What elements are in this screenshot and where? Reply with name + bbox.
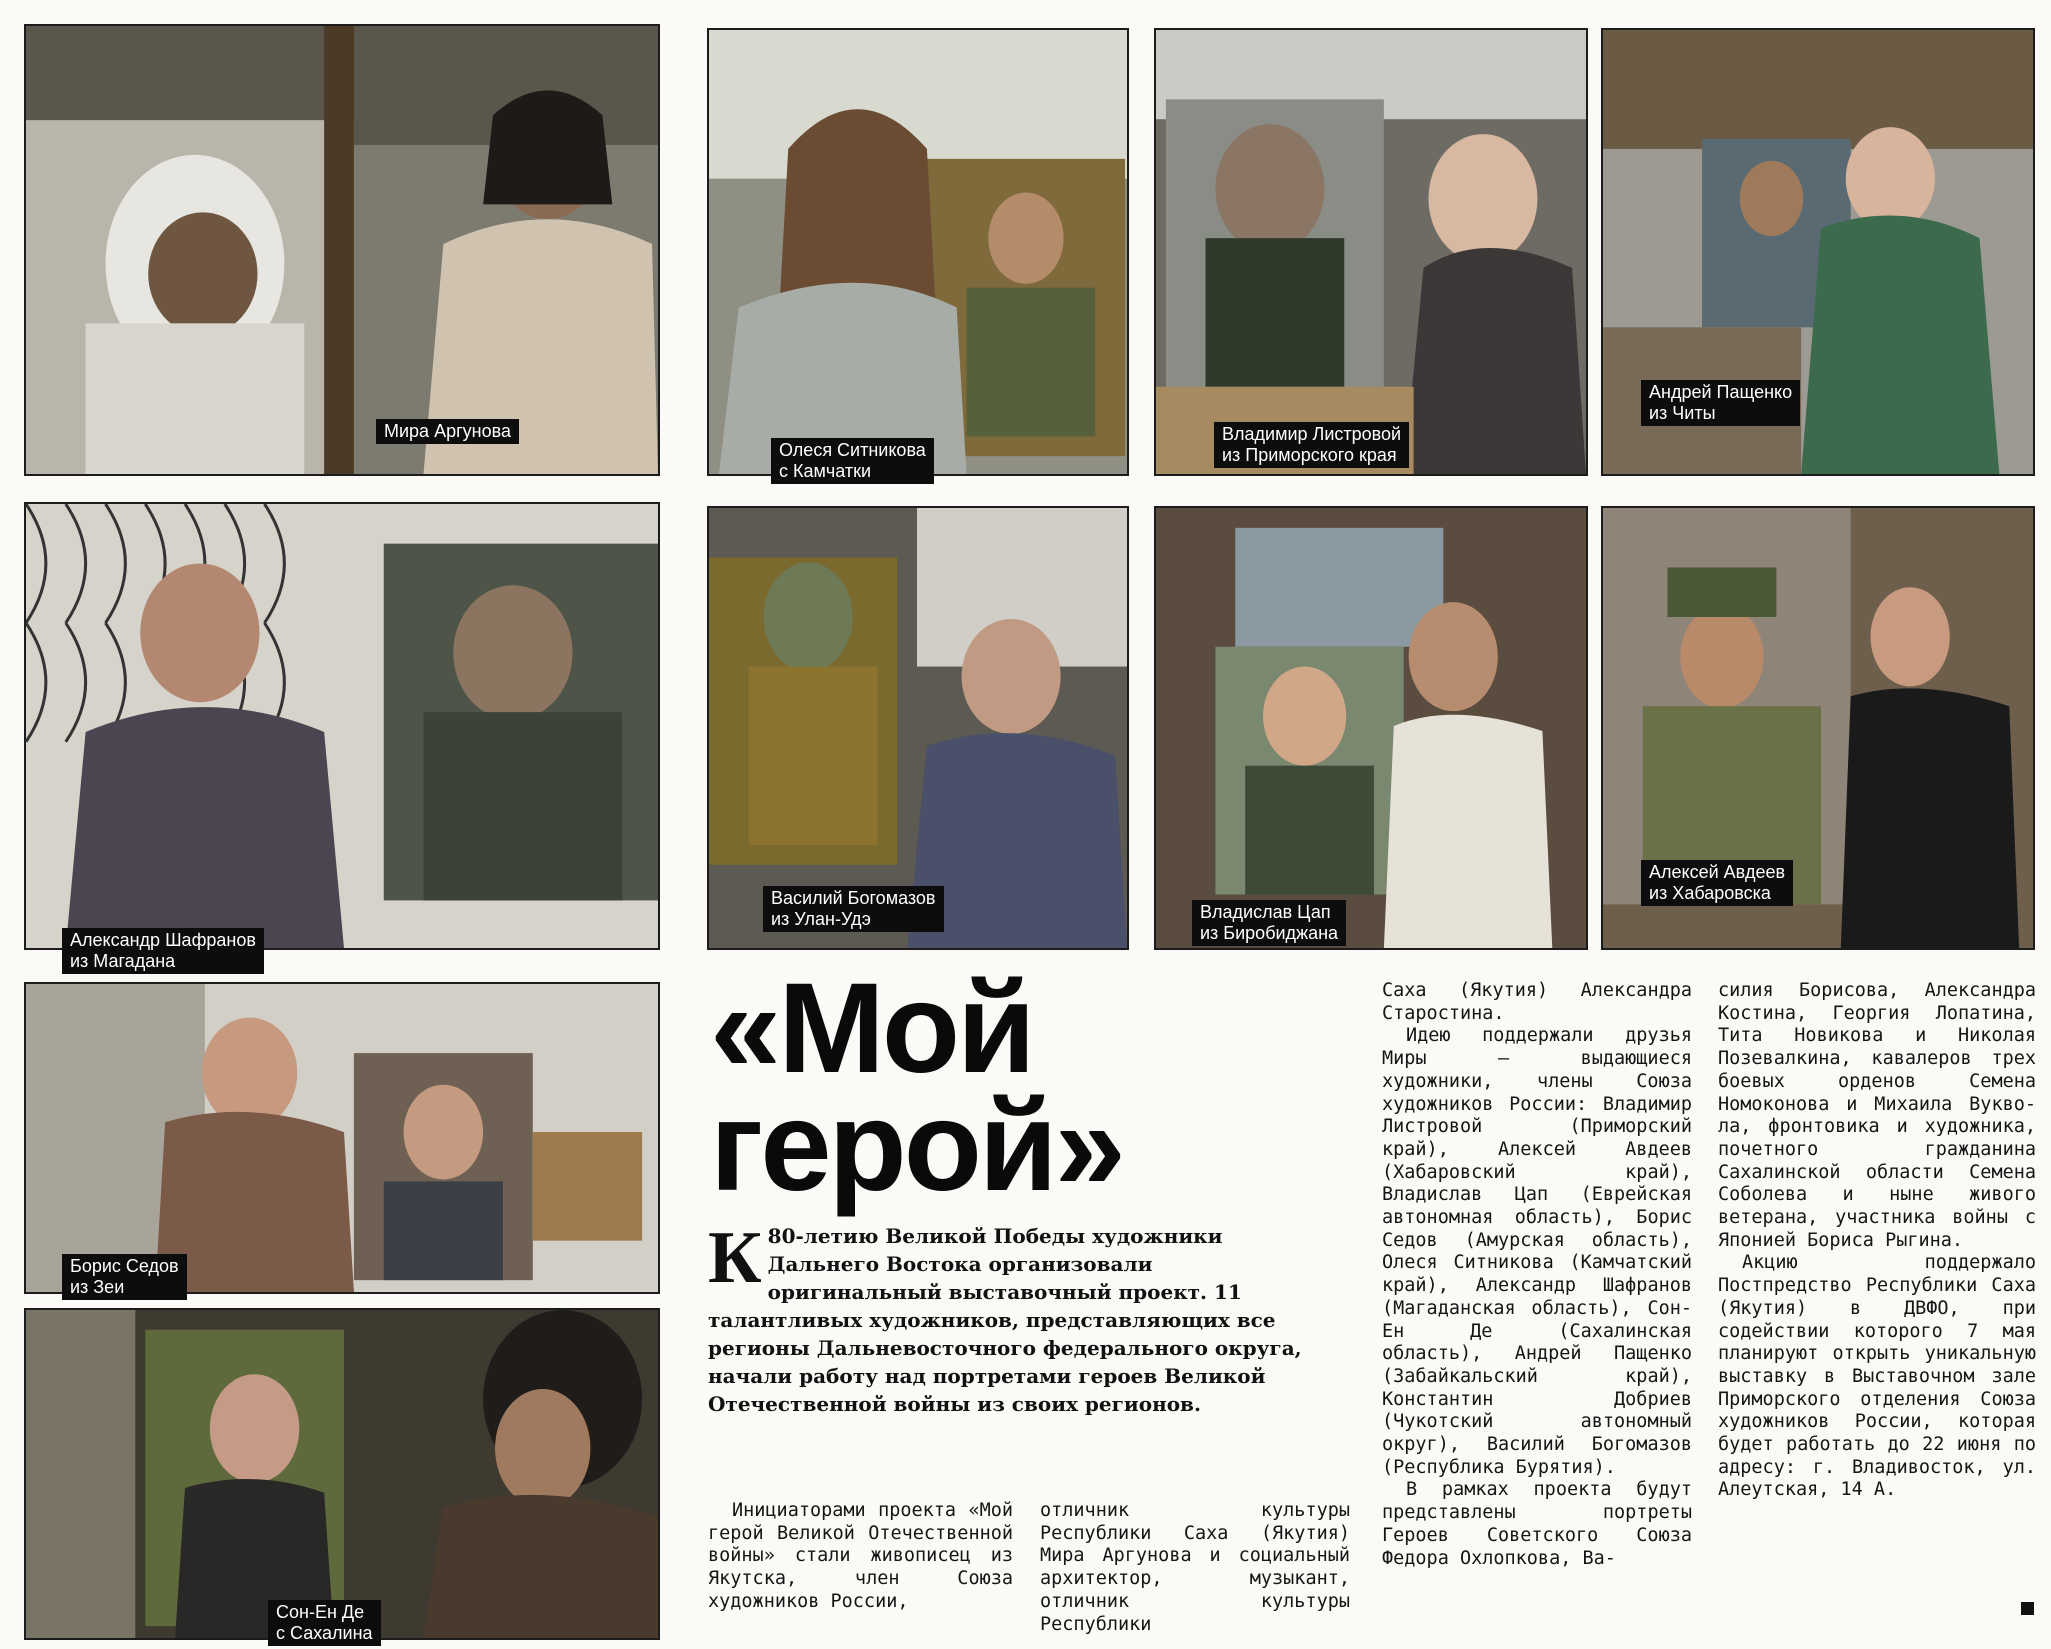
photo-vasiliy-bogomazov — [707, 506, 1129, 950]
photo-olesya-sitnikova — [707, 28, 1129, 481]
caption-line: из Читы — [1649, 403, 1716, 423]
headline-line: герой» — [710, 1075, 1123, 1218]
end-of-article-square — [2021, 1602, 2034, 1615]
photo-caption — [376, 419, 519, 444]
drop-cap: К — [708, 1217, 762, 1299]
photo-vladimir-listrovoy — [1154, 28, 1588, 476]
caption-line: с Сахалина — [276, 1623, 373, 1643]
caption-line: Борис Седов — [70, 1256, 179, 1276]
photo-andrey-pashchenko — [1601, 28, 2035, 476]
paragraph: Идею поддержали друзья Миры — выдающиеся художники, члены Союза художников России: Владимир Листровой (Приморский край), Алексей Авдеев (Хабаровский край), Владислав Цап (Еврейская автономная область), Борис Седов (Амурская область), Олеся Ситникова (Камчатский край), Александр Шафранов (Магаданская область), Сон-Ен Де (Сахалинская область), Андрей Пащенко (Забайкальский край), Константин Добриев (Чукотский автономный округ), Василий Богомазов (Республика Бурятия). — [1382, 1025, 1692, 1478]
caption-line: из Биробиджана — [1200, 923, 1339, 943]
photo-aleksey-avdeev — [1601, 506, 2035, 950]
photo-image — [26, 1310, 658, 1638]
headline-line: «Мой — [710, 957, 1033, 1100]
photo-boris-sedov — [24, 982, 660, 1297]
photo-image — [1156, 508, 1586, 948]
caption-line: Алексей Авдеев — [1649, 862, 1786, 882]
photo-caption — [1641, 860, 1793, 906]
caption-line: из Магадана — [70, 951, 176, 971]
photo-caption — [763, 886, 944, 932]
article-column-1 — [708, 1500, 1013, 1614]
photo-caption — [1192, 900, 1346, 946]
photo-caption — [62, 928, 264, 974]
caption-line: из Хабаровска — [1649, 883, 1771, 903]
caption-line: Мира Аргунова — [384, 421, 511, 441]
article-column-2 — [1040, 1500, 1350, 1636]
paragraph: Акцию поддержало Постпредство Республики Саха (Якутия) в ДВФО, при содействии которого 7 мая планируют открыть уникальную выставку в Выставочном зале Приморского отделения Союза художников России, которая будет работать до 22 июня по адресу: г. Владивосток, ул. Алеутская, 14 А. — [1718, 1252, 2036, 1501]
caption-line: из Приморского края — [1222, 445, 1397, 465]
paragraph: отличник культуры Республики Саха (Якутия) Мира Аргунова и социальный архитектор, музыкант, отличник культуры Республики — [1040, 1500, 1350, 1635]
paragraph: силия Борисова, Александра Костина, Георгия Лопатина, Тита Новикова и Николая Позевалкина, кавалеров трех боевых орденов Семена Номоконова и Михаила Вуквола, фронтовика и художника, почетного гражданина Сахалинской области Семена Соболева и ныне живого ветерана, участника войны с Японией Бориса Рыгина. — [1718, 980, 2036, 1251]
photo-caption — [1214, 422, 1409, 468]
article-column-4 — [1718, 980, 2036, 1502]
photo-mira-argunova — [24, 24, 660, 476]
caption-line: из Улан-Удэ — [771, 909, 871, 929]
photo-image — [26, 504, 658, 948]
paragraph: В рамках проекта будут представлены портреты Героев Советского Союза Федора Охлопкова, Ва- — [1382, 1479, 1692, 1569]
lead-text: 80-летию Великой Победы художники Дальнего Востока организовали оригинальный выставочный проект. 11 талантливых художников, представляющих все регионы Дальневосточного федерального округа, начали работу над портретами героев Великой Отечественной войны из своих регионов. — [708, 1224, 1302, 1416]
photo-caption — [62, 1254, 187, 1300]
caption-line: Александр Шафранов — [70, 930, 256, 950]
caption-line: Андрей Пащенко — [1649, 382, 1793, 402]
photo-caption — [268, 1600, 381, 1646]
photo-son-en-de — [24, 1308, 660, 1643]
paragraph: Инициаторами проекта «Мой герой Великой Отечественной войны» стали живописец из Якутска, член Союза художников России, — [708, 1500, 1013, 1612]
caption-line: из Зеи — [70, 1277, 125, 1297]
photo-vladislav-tsap — [1154, 506, 1588, 950]
caption-line: с Камчатки — [779, 461, 872, 481]
photo-image — [26, 26, 658, 474]
paragraph: Саха (Якутия) Александра Старостина. — [1382, 980, 1692, 1024]
photo-image — [709, 508, 1127, 948]
article-column-3 — [1382, 980, 1692, 1570]
article-lead — [708, 1217, 1328, 1418]
photo-image — [1156, 30, 1586, 474]
caption-line: Олеся Ситникова — [779, 440, 926, 460]
photo-image — [26, 984, 658, 1292]
caption-line: Василий Богомазов — [771, 888, 936, 908]
photo-caption — [1641, 380, 1800, 426]
photo-aleksandr-shafranov — [24, 502, 660, 971]
caption-line: Сон-Ен Де — [276, 1602, 365, 1622]
photo-caption — [771, 438, 934, 484]
caption-line: Владимир Листровой — [1222, 424, 1402, 444]
photo-image — [709, 30, 1127, 474]
article-headline — [710, 957, 1190, 1218]
caption-line: Владислав Цап — [1200, 902, 1331, 922]
